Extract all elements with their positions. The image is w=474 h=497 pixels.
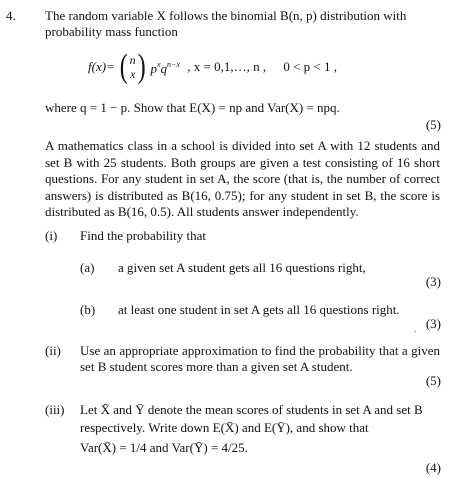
- pmf-domain: , x = 0,1,…, n ,: [187, 59, 267, 74]
- intro-line-2: probability mass function: [45, 24, 178, 39]
- marks-iii: (4): [425, 460, 441, 475]
- right-paren: ): [137, 48, 146, 85]
- part-ia-text: a given set A student gets all 16 questions right,: [118, 260, 366, 275]
- part-ib-text: at least one student in set A gets all 16 questions right.: [118, 302, 400, 317]
- part-i-label: (i): [45, 228, 58, 243]
- part-iii-line-2: respectively. Write down E(X̄) and E(Ȳ), and show that: [80, 420, 369, 435]
- pmf-formula: [88, 50, 337, 86]
- marks-where: (5): [425, 117, 441, 132]
- pmf-condition: 0 < p < 1 ,: [283, 59, 337, 74]
- part-ii-text: Use an appropriate approximation to find the probability that a given set B student scores more than a given set A student.: [80, 343, 440, 374]
- context-paragraph: A mathematics class in a school is divided into set A with 12 students and set B with 25 students. Both groups are given a test consisting of 16 short questions. For any student in set A, the score (that is, the number of correct answers) is distributed as B(16, 0.75); for any student in set B, the score is distributed as B(16, 0.5). All students answer independently.: [45, 138, 440, 219]
- marks-ia: (3): [425, 274, 441, 289]
- part-i-text: Find the probability that: [80, 228, 207, 243]
- binomial-coefficient: [130, 53, 136, 81]
- question-number: 4.: [6, 8, 16, 23]
- binom-top: n: [129, 53, 136, 67]
- left-paren: (: [119, 48, 128, 85]
- part-iii-label: (iii): [45, 402, 65, 417]
- part-ia-label: (a): [80, 260, 95, 275]
- pmf-term: $p^xq^{n-x}$: [150, 59, 180, 77]
- intro-line-1: The random variable X follows the binomial B(n, p) distribution with: [45, 8, 407, 23]
- where-line: where q = 1 − p. Show that E(X) = np and Var(X) = npq.: [45, 100, 340, 115]
- pmf-lhs: f(x)=: [88, 59, 115, 74]
- part-ii-label: (ii): [45, 343, 61, 358]
- binom-bottom: x: [129, 66, 136, 81]
- part-ib-label: (b): [80, 302, 96, 317]
- stray-dot: .: [414, 325, 416, 334]
- marks-ib: (3): [425, 316, 441, 331]
- part-iii-line-1: Let X̄ and Ȳ denote the mean scores of students in set A and set B: [80, 402, 423, 417]
- marks-ii: (5): [425, 373, 441, 388]
- part-iii-line-3: Var(X̄) = 1/4 and Var(Ȳ) = 4/25.: [80, 440, 248, 455]
